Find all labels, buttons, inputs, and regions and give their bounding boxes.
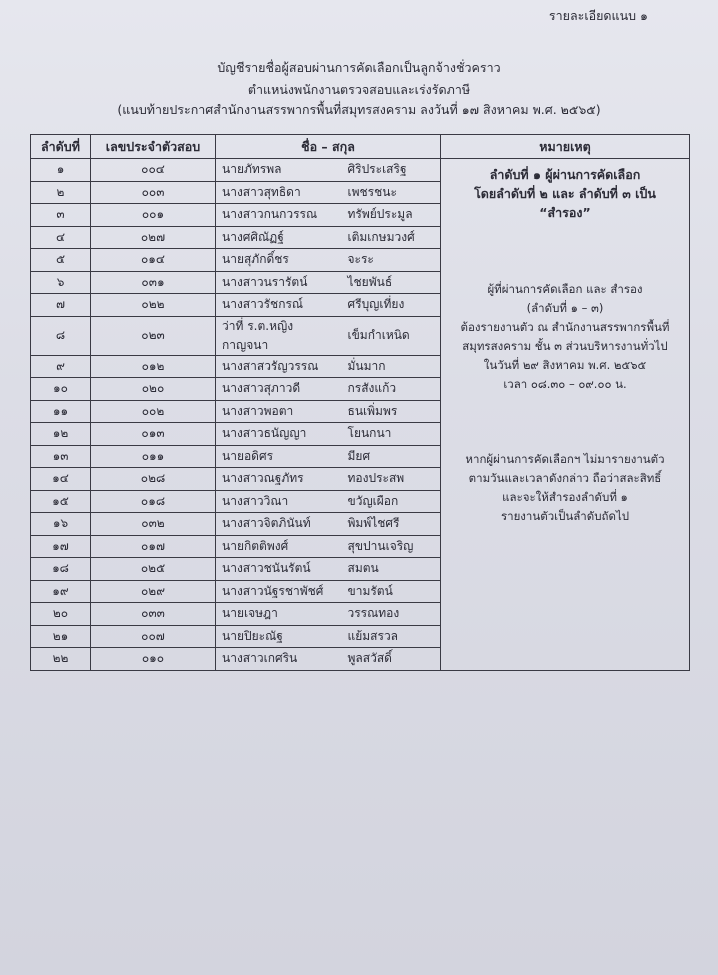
row-surname: มียศ [344, 445, 441, 468]
row-exam-id: ๐๒๗ [91, 226, 216, 249]
row-seq: ๗ [31, 294, 91, 317]
header-remark: หมายเหตุ [441, 135, 690, 159]
table-header-row [31, 135, 690, 159]
row-name: นางสาวจิตภินันท์ [216, 513, 344, 536]
row-name: นางสาวชนันรัตน์ [216, 558, 344, 581]
row-exam-id: ๐๑๒ [91, 355, 216, 378]
row-surname: เข็มกำเหนิด [344, 316, 441, 355]
row-name: นายภัทรพล [216, 159, 344, 182]
row-name: นางสาววิณา [216, 490, 344, 513]
row-exam-id: ๐๑๘ [91, 490, 216, 513]
remark-line: สมุทรสงคราม ชั้น ๓ ส่วนบริหารงานทั่วไป [462, 339, 668, 353]
announcement-reference: (แนบท้ายประกาศสำนักงานสรรพากรพื้นที่สมุทรสงคราม ลงวันที่ ๑๗ สิงหาคม พ.ศ. ๒๕๖๕) [117, 102, 601, 117]
row-surname: สุขปานเจริญ [344, 535, 441, 558]
row-name: นายเจษฎา [216, 603, 344, 626]
row-seq: ๑๕ [31, 490, 91, 513]
remark-line: หากผู้ผ่านการคัดเลือกฯ ไม่มารายงานตัว [465, 452, 665, 466]
remark-line: ในวันที่ ๒๙ สิงหาคม พ.ศ. ๒๕๖๕ [483, 358, 647, 372]
row-name: นางสาวพอตา [216, 400, 344, 423]
row-surname: ไชยพันธ์ [344, 271, 441, 294]
row-seq: ๑๒ [31, 423, 91, 446]
row-name: นางสาวนรารัตน์ [216, 271, 344, 294]
row-name: นางสาวเกศริน [216, 648, 344, 671]
remark-line: รายงานตัวเป็นลำดับถัดไป [500, 509, 630, 523]
row-name: นางสาวสุทธิดา [216, 181, 344, 204]
row-exam-id: ๐๒๘ [91, 468, 216, 491]
row-exam-id: ๐๑๓ [91, 423, 216, 446]
row-surname: เติมเกษมวงศ์ [344, 226, 441, 249]
row-exam-id: ๐๐๗ [91, 625, 216, 648]
row-exam-id: ๐๑๗ [91, 535, 216, 558]
row-exam-id: ๐๒๙ [91, 580, 216, 603]
row-surname: ศรีบุญเที่ยง [344, 294, 441, 317]
row-exam-id: ๐๑๔ [91, 249, 216, 272]
row-surname: ทองประสพ [344, 468, 441, 491]
row-exam-id: ๐๓๑ [91, 271, 216, 294]
row-seq: ๑๔ [31, 468, 91, 491]
remark-line: โดยลำดับที่ ๒ และ ลำดับที่ ๓ เป็น [474, 186, 656, 201]
remark-line: ต้องรายงานตัว ณ สำนักงานสรรพากรพื้นที่ [460, 320, 670, 334]
row-name: นางสาวนัฐรชาพัชศ์ [216, 580, 344, 603]
remark-line: เวลา ๐๘.๓๐ – ๐๙.๐๐ น. [503, 377, 627, 391]
row-surname: ศิริประเสริฐ [344, 159, 441, 182]
row-seq: ๑๐ [31, 378, 91, 401]
row-surname: กรสังแก้ว [344, 378, 441, 401]
row-exam-id: ๐๐๔ [91, 159, 216, 182]
row-seq: ๒๑ [31, 625, 91, 648]
row-name: ว่าที่ ร.ต.หญิง กาญจนา [216, 316, 344, 355]
row-name: นางศศิณัฏฐ์ [216, 226, 344, 249]
row-exam-id: ๐๑๐ [91, 648, 216, 671]
row-exam-id: ๐๐๑ [91, 204, 216, 227]
row-name: นายปิยะณัฐ [216, 625, 344, 648]
document-title: บัญชีรายชื่อผู้สอบผ่านการคัดเลือกเป็นลูกจ้างชั่วคราว [217, 60, 501, 75]
row-surname: ธนเพิ่มพร [344, 400, 441, 423]
remark-selection [447, 165, 683, 222]
row-seq: ๑๙ [31, 580, 91, 603]
row-seq: ๑ [31, 159, 91, 182]
row-seq: ๘ [31, 316, 91, 355]
row-seq: ๑๘ [31, 558, 91, 581]
row-surname: เพชรชนะ [344, 181, 441, 204]
row-name: นายอดิศร [216, 445, 344, 468]
row-surname: พิมพ์ไชศรี [344, 513, 441, 536]
candidate-table [30, 134, 690, 671]
row-name: นางสาวสุภาวดี [216, 378, 344, 401]
row-name: นายกิตติพงศ์ [216, 535, 344, 558]
row-seq: ๑๓ [31, 445, 91, 468]
row-surname: ขามรัตน์ [344, 580, 441, 603]
remark-forfeit-notice [447, 450, 683, 526]
row-surname: จะระ [344, 249, 441, 272]
row-seq: ๙ [31, 355, 91, 378]
row-surname: มั่นมาก [344, 355, 441, 378]
row-seq: ๑๗ [31, 535, 91, 558]
header-name: ชื่อ – สกุล [216, 135, 441, 159]
row-exam-id: ๐๒๓ [91, 316, 216, 355]
row-surname: วรรณทอง [344, 603, 441, 626]
remark-line: ผู้ที่ผ่านการคัดเลือก และ สำรอง [487, 282, 643, 296]
row-surname: แย้มสรวล [344, 625, 441, 648]
remark-line: (ลำดับที่ ๑ – ๓) [526, 301, 604, 315]
row-seq: ๒๒ [31, 648, 91, 671]
row-surname: ทรัพย์ประมูล [344, 204, 441, 227]
row-seq: ๔ [31, 226, 91, 249]
table-row [31, 159, 690, 182]
row-name: นางสาวณฐภัทร [216, 468, 344, 491]
row-seq: ๒๐ [31, 603, 91, 626]
row-name: นางสาสวรัญวรรณ [216, 355, 344, 378]
row-name: นางสาวกนกวรรณ [216, 204, 344, 227]
row-surname: พูลสวัสดิ์ [344, 648, 441, 671]
remark-report-instructions [447, 280, 683, 394]
remark-line: และจะให้สำรองลำดับที่ ๑ [502, 490, 628, 504]
attachment-label: รายละเอียดแนบ ๑ [548, 8, 648, 23]
row-seq: ๖ [31, 271, 91, 294]
row-exam-id: ๐๒๕ [91, 558, 216, 581]
row-seq: ๑๖ [31, 513, 91, 536]
row-surname: สมตน [344, 558, 441, 581]
row-surname: ขวัญเผือก [344, 490, 441, 513]
row-exam-id: ๐๐๒ [91, 400, 216, 423]
row-exam-id: ๐๓๓ [91, 603, 216, 626]
remark-line: ลำดับที่ ๑ ผู้ผ่านการคัดเลือก [489, 167, 641, 182]
header-seq: ลำดับที่ [31, 135, 91, 159]
row-exam-id: ๐๒๒ [91, 294, 216, 317]
row-exam-id: ๐๐๓ [91, 181, 216, 204]
row-seq: ๓ [31, 204, 91, 227]
row-exam-id: ๐๑๑ [91, 445, 216, 468]
row-name: นางสาวธนัญญา [216, 423, 344, 446]
row-surname: โยนกนา [344, 423, 441, 446]
row-seq: ๑๑ [31, 400, 91, 423]
remark-line: “สำรอง” [539, 205, 591, 220]
row-exam-id: ๐๓๒ [91, 513, 216, 536]
row-name: นายสุภักดิ์ชร [216, 249, 344, 272]
header-exam-id: เลขประจำตัวสอบ [91, 135, 216, 159]
row-seq: ๕ [31, 249, 91, 272]
remark-line: ตามวันและเวลาดังกล่าว ถือว่าสละสิทธิ์ [468, 471, 662, 485]
row-name: นางสาวรัชกรณ์ [216, 294, 344, 317]
row-seq: ๒ [31, 181, 91, 204]
row-exam-id: ๐๒๐ [91, 378, 216, 401]
position-title: ตำแหน่งพนักงานตรวจสอบและเร่งรัดภาษี [247, 82, 471, 97]
remark-cell [441, 159, 690, 671]
